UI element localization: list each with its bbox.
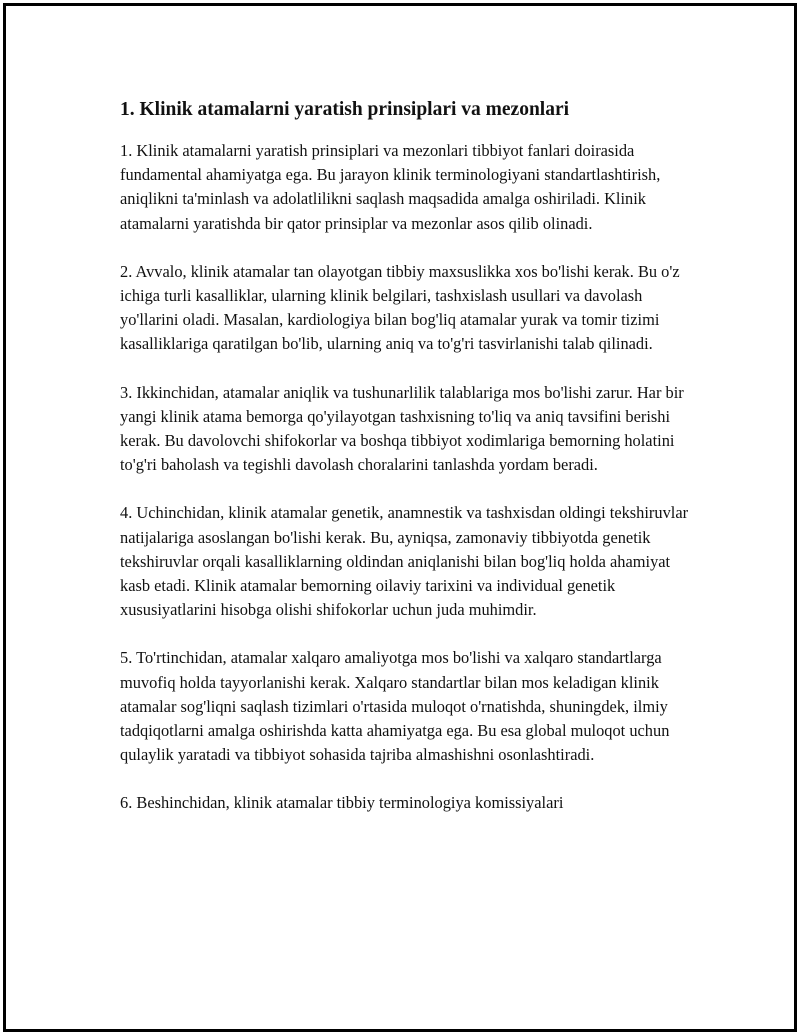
paragraph-5: 5. To'rtinchidan, atamalar xalqaro amaliyotga mos bo'lishi va xalqaro standartlarga muvofiq holda tayyorlanishi kerak. Xalqaro standartlar bilan mos keladigan klinik atamalar sog'liqni saqlash tizimlari o'rtasida muloqot o'rnatishda, shuningdek, ilmiy tadqiqotlarni amalga oshirishda katta ahamiyatga ega. Bu esa global muloqot uchun qulaylik yaratadi va tibbiyot sohasida tajriba almashishni osonlashtiradi. [120, 648, 670, 765]
paragraph-1: 1. Klinik atamalarni yaratish prinsiplari va mezonlari tibbiyot fanlari doirasida fundamental ahamiyatga ega. Bu jarayon klinik terminologiyani standartlashtirish, aniqlikni ta'minlash va adolatlilikni saqlash maqsadida amalga oshiriladi. Klinik atamalarni yaratishda bir qator prinsiplar va mezonlar asos qilib olinadi. [120, 141, 661, 233]
paragraph-list [120, 139, 700, 816]
document-page [3, 3, 797, 1032]
paragraph-4: 4. Uchinchidan, klinik atamalar genetik, anamnestik va tashxisdan oldingi tekshiruvlar natijalariga asoslangan bo'lishi kerak. Bu, ayniqsa, zamonaviy tibbiyotda genetik tekshiruvlar orqali kasalliklarning oldindan aniqlanishi bilan bog'liq holda ahamiyat kasb etadi. Klinik atamalar bemorning oilaviy tarixini va individual genetik xususiyatlarini hisobga olishi shifokorlar uchun juda muhimdir. [120, 503, 689, 620]
paragraph-6: 6. Beshinchidan, klinik atamalar tibbiy terminologiya komissiyalari [120, 793, 564, 813]
section-title: 1. Klinik atamalarni yaratish prinsiplari va mezonlari [120, 99, 570, 120]
document-body [120, 97, 700, 816]
paragraph-2: 2. Avvalo, klinik atamalar tan olayotgan tibbiy maxsuslikka xos bo'lishi kerak. Bu o'z ichiga turli kasalliklar, ularning klinik belgilari, tashxislash usullari va davolash yo'llarini oladi. Masalan, kardiologiya bilan bog'liq atamalar yurak va tomir tizimi kasalliklariga qaratilgan bo'lib, ularning aniq va to'g'ri tasvirlanishi talab qilinadi. [120, 261, 680, 354]
paragraph-3: 3. Ikkinchidan, atamalar aniqlik va tushunarlilik talablariga mos bo'lishi zarur. Har bir yangi klinik atama bemorga qo'yilayotgan tashxisning to'liq va aniq tavsifini berishi kerak. Bu davolovchi shifokorlar va boshqa tibbiyot xodimlariga bemorning holatini to'g'ri baholash va tegishli davolash choralarini tanlashda yordam beradi. [120, 382, 684, 475]
